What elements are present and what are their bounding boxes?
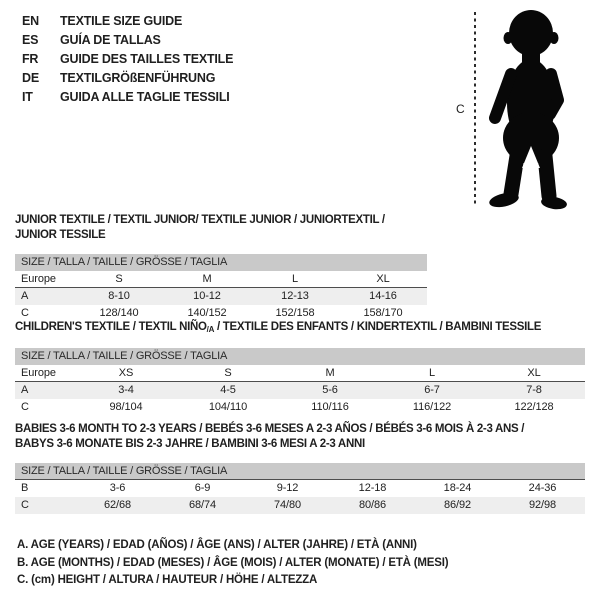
table-cell: 14-16 [369,290,397,302]
table-cell: 4-5 [220,384,236,396]
size-band: SIZE / TALLA / TAILLE / GRÖSSE / TAGLIA [15,348,585,365]
table-row [15,497,585,514]
babies-size-table [15,422,585,514]
table-body [15,365,585,416]
table-cell: 10-12 [193,290,221,302]
junior-size-table [15,213,427,322]
legend-line-b: B. AGE (MONTHS) / EDAD (MESES) / ÂGE (MOIS) / ALTER (MONATE) / ETÀ (MESI) [17,556,449,569]
table-title-line: BABYS 3-6 MONATE BIS 2-3 JAHRE / BAMBINI 3-6 MESI A 2-3 ANNI [15,438,365,450]
height-dashed-line [474,12,476,207]
table-title: JUNIOR TEXTILE / TEXTIL JUNIOR/ TEXTILE JUNIOR / JUNIORTEXTIL / JUNIOR TESSILE [15,214,385,241]
table-title-line: BABIES 3-6 MONTH TO 2-3 YEARS / BEBÉS 3-6 MESES A 2-3 AÑOS / BÉBÉS 3-6 MOIS À 2-3 ANS / [15,423,525,435]
baby-silhouette-icon [482,8,580,210]
height-label-c: C [456,102,465,116]
table-title-text: / TEXTILE DES ENFANTS / KINDERTEXTIL / BAMBINI TESSILE [214,321,542,333]
table-row [15,399,585,416]
table-cell: XS [118,367,134,379]
table-cell: 74/80 [273,499,302,511]
language-code: IT [22,90,33,104]
row-label: Europe [21,273,56,285]
table-cell: 86/92 [443,499,472,511]
table-cell: 18-24 [443,482,472,494]
language-title: TEXTILGRÖßENFÜHRUNG [60,71,216,85]
language-code: ES [22,33,39,47]
measurement-legend [17,537,448,590]
table-title [15,320,585,337]
table-cell: L [428,367,436,379]
table-cell: 24-36 [528,482,557,494]
table-cell: L [291,273,299,285]
table-cell: 140/152 [187,307,227,319]
table-row [15,382,585,399]
table-cell: M [325,367,335,379]
table-cell: M [202,273,212,285]
language-title: GUIDA ALLE TAGLIE TESSILI [60,90,230,104]
table-cell: 7-8 [526,384,542,396]
table-cell: 98/104 [109,401,143,413]
language-title: GUÍA DE TALLAS [60,33,161,47]
row-label: A [21,290,29,302]
row-label: A [21,384,29,396]
table-cell: 12-13 [281,290,309,302]
table-body [15,271,427,322]
table-title [15,422,585,452]
size-band: SIZE / TALLA / TAILLE / GRÖSSE / TAGLIA [15,254,427,271]
language-line [22,88,233,107]
size-band: SIZE / TALLA / TAILLE / GRÖSSE / TAGLIA [15,463,585,480]
table-cell: 80/86 [358,499,387,511]
table-cell: 104/110 [208,401,248,413]
table-cell: 152/158 [275,307,315,319]
table-title-subscript: /A [206,325,215,334]
legend-line-c: C. (cm) HEIGHT / ALTURA / HAUTEUR / HÖHE / ALTEZZA [17,574,318,586]
table-cell: 6-7 [424,384,440,396]
row-label: C [21,499,29,511]
table-cell: 116/122 [412,401,452,413]
table-cell: 158/170 [363,307,403,319]
table-cell: 9-12 [276,482,299,494]
table-cell: 110/116 [311,401,349,413]
language-code: EN [22,14,39,28]
table-cell: 6-9 [194,482,211,494]
language-header [22,12,233,107]
table-cell: 5-6 [322,384,338,396]
row-label: C [21,401,29,413]
table-row [15,480,585,497]
column-header-row [15,271,427,288]
language-line [22,50,233,69]
row-label: B [21,482,29,494]
language-code: DE [22,71,39,85]
table-cell: XL [527,367,541,379]
table-body [15,480,585,514]
table-cell: 122/128 [514,401,554,413]
table-title-text: CHILDREN'S TEXTILE / TEXTIL NIÑO [15,321,207,333]
legend-line-a: A. AGE (YEARS) / EDAD (AÑOS) / ÂGE (ANS) / ALTER (JAHRE) / ETÀ (ANNI) [17,539,417,551]
table-cell: S [115,273,123,285]
table-cell: 92/98 [528,499,557,511]
language-line [22,69,233,88]
table-cell: 68/74 [188,499,217,511]
table-cell: 62/68 [103,499,132,511]
row-label: C [21,307,29,319]
language-title: GUIDE DES TAILLES TEXTILE [60,52,234,66]
table-row [15,288,427,305]
row-label: Europe [21,367,56,379]
language-title: TEXTILE SIZE GUIDE [60,14,183,28]
language-line [22,12,233,31]
table-cell: 128/140 [99,307,139,319]
table-cell: 12-18 [358,482,387,494]
table-cell: 3-4 [118,384,134,396]
table-cell: S [224,367,232,379]
children-size-table [15,320,585,416]
table-cell: XL [376,273,390,285]
language-line [22,31,233,50]
language-code: FR [22,52,39,66]
table-cell: 8-10 [108,290,130,302]
column-header-row [15,365,585,382]
table-cell: 3-6 [109,482,126,494]
